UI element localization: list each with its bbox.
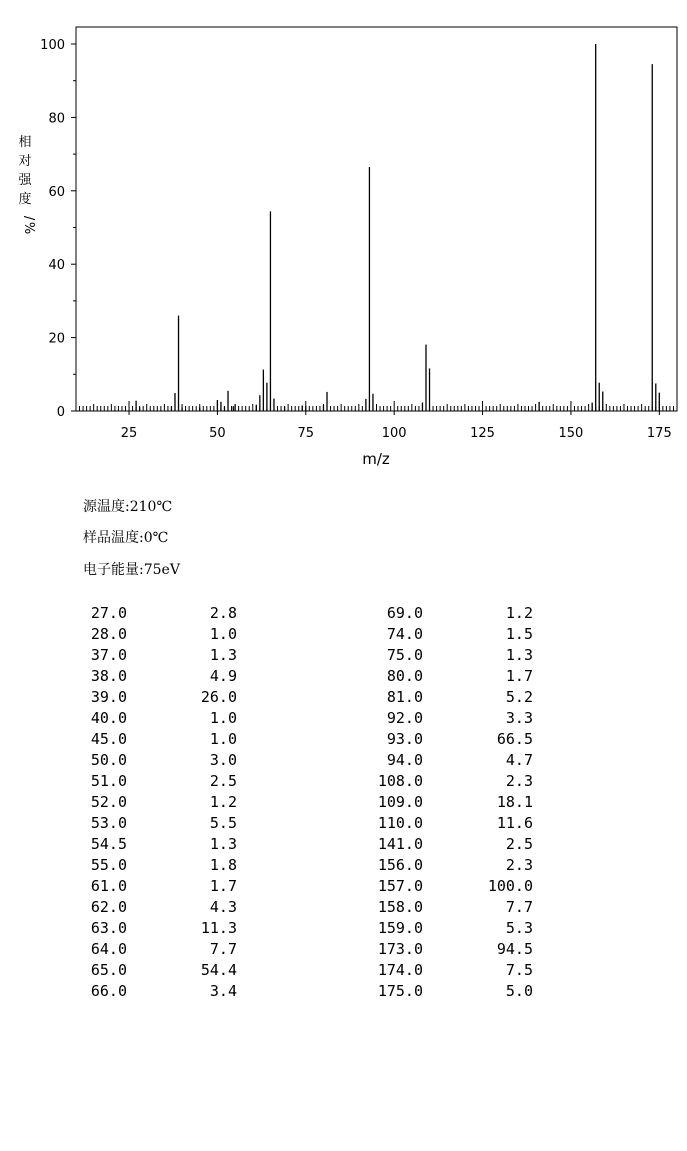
peak-mz: 109.0 [377,793,423,811]
peak-row [71,855,237,876]
y-tick-label: 100 [40,38,65,53]
peak-mz: 52.0 [90,793,127,811]
peak-row [367,960,533,981]
peak-intensity: 2.5 [209,772,237,790]
source-temperature: 源温度:210℃ [83,499,173,515]
peak-intensity: 1.0 [209,709,237,727]
peak-mz: 39.0 [90,688,127,706]
peak-row [367,750,533,771]
peak-table-left [71,603,237,1002]
peak-mz: 173.0 [377,940,423,958]
peak-intensity: 3.3 [505,709,533,727]
y-tick-label: 0 [56,405,65,420]
peak-row [367,729,533,750]
peak-intensity: 11.3 [200,919,237,937]
peak-row [71,918,237,939]
peak-mz: 28.0 [90,625,127,643]
y-tick-label: 20 [48,331,65,347]
peak-mz: 62.0 [90,898,127,916]
peak-row [367,603,533,624]
peak-mz: 53.0 [90,814,127,832]
peak-mz: 141.0 [377,835,423,853]
peak-mz: 74.0 [386,625,423,643]
sample-temperature: 样品温度:0℃ [83,530,169,546]
peak-row [367,981,533,1002]
peak-intensity: 11.6 [496,814,533,832]
peak-row [71,729,237,750]
peak-row [71,708,237,729]
peak-row [367,939,533,960]
peak-intensity: 18.1 [496,793,533,811]
peak-intensity: 26.0 [200,688,237,706]
peak-intensity: 1.7 [209,877,237,895]
peak-mz: 27.0 [90,604,127,622]
peak-mz: 45.0 [90,730,127,748]
peak-intensity: 2.8 [209,604,237,622]
peak-intensity: 5.0 [505,982,533,1000]
peak-mz: 93.0 [386,730,423,748]
y-axis-label-char: 对 [18,154,32,169]
x-axis-label: m/z [362,450,390,468]
peak-mz: 69.0 [386,604,423,622]
peak-row [71,834,237,855]
plot-frame [76,27,677,411]
spectrum-peaks [136,44,659,411]
peak-row [71,981,237,1002]
peak-intensity: 1.8 [209,856,237,874]
peak-row [71,939,237,960]
peak-intensity: 1.2 [505,604,533,622]
peak-row [367,771,533,792]
peak-row [367,918,533,939]
peak-row [71,750,237,771]
peak-row [367,708,533,729]
x-tick-label: 75 [297,426,315,441]
peak-mz: 66.0 [90,982,127,1000]
peak-row [71,687,237,708]
peak-mz: 37.0 [90,646,127,664]
peak-intensity: 1.3 [505,646,533,664]
peak-intensity: 1.3 [209,646,237,664]
x-tick-label: 175 [646,426,672,441]
peak-mz: 94.0 [386,751,423,769]
y-axis-label-char: 度 [18,192,32,207]
peak-mz: 61.0 [90,877,127,895]
peak-row [71,813,237,834]
peak-mz: 65.0 [90,961,127,979]
peak-mz: 75.0 [386,646,423,664]
peak-row [71,876,237,897]
y-axis-label-char: / [21,215,36,221]
peak-mz: 92.0 [386,709,423,727]
peak-row [367,792,533,813]
mass-spectrum-chart [0,0,687,480]
peak-mz: 81.0 [386,688,423,706]
peak-row [71,960,237,981]
peak-mz: 38.0 [90,667,127,685]
peak-row [367,666,533,687]
peak-intensity: 7.7 [209,940,237,958]
peak-mz: 54.5 [90,835,127,853]
y-tick-label: 40 [48,258,65,274]
peak-intensity: 1.0 [209,730,237,748]
y-axis-label [18,134,36,234]
peak-mz: 108.0 [377,772,423,790]
peak-intensity: 4.3 [209,898,237,916]
peak-mz: 55.0 [90,856,127,874]
peak-mz: 110.0 [377,814,423,832]
x-tick-label: 100 [381,426,407,441]
peak-row [367,624,533,645]
peak-table-right [367,603,533,1002]
peak-mz: 40.0 [90,709,127,727]
peak-row [71,792,237,813]
peak-mz: 157.0 [377,877,423,895]
peak-mz: 174.0 [377,961,423,979]
peak-intensity: 5.5 [209,814,237,832]
peak-row [367,834,533,855]
peak-row [367,855,533,876]
peak-intensity: 94.5 [496,940,533,958]
peak-intensity: 1.5 [505,625,533,643]
peak-row [71,666,237,687]
peak-mz: 175.0 [377,982,423,1000]
peak-intensity: 1.3 [209,835,237,853]
peak-mz: 50.0 [90,751,127,769]
y-axis-ticks [40,38,76,420]
peak-row [71,624,237,645]
x-tick-label: 150 [558,426,584,441]
y-axis-label-char: 强 [18,173,32,188]
peak-mz: 159.0 [377,919,423,937]
peak-intensity: 7.7 [505,898,533,916]
y-axis-label-char: % [21,221,36,235]
peak-intensity: 66.5 [496,730,533,748]
peak-intensity: 100.0 [487,877,533,895]
peak-intensity: 3.4 [209,982,237,1000]
y-tick-label: 60 [48,184,65,200]
peak-intensity: 5.2 [505,688,533,706]
peak-intensity: 2.5 [505,835,533,853]
peak-intensity: 1.7 [505,667,533,685]
peak-row [367,687,533,708]
peak-intensity: 2.3 [505,856,533,874]
peak-intensity: 3.0 [209,751,237,769]
peak-intensity: 4.9 [209,667,237,685]
peak-intensity: 4.7 [505,751,533,769]
electron-energy: 电子能量:75eV [83,562,180,578]
peak-row [71,897,237,918]
peak-row [367,645,533,666]
x-axis-ticks [76,401,677,441]
peak-row [367,813,533,834]
peak-mz: 80.0 [386,667,423,685]
peak-intensity: 7.5 [505,961,533,979]
peak-row [71,603,237,624]
peak-intensity: 1.2 [209,793,237,811]
peak-row [367,897,533,918]
peak-intensity: 5.3 [505,919,533,937]
peak-mz: 64.0 [90,940,127,958]
peak-row [71,771,237,792]
peak-intensity: 54.4 [200,961,237,979]
peak-mz: 158.0 [377,898,423,916]
peak-mz: 51.0 [90,772,127,790]
peak-mz: 63.0 [90,919,127,937]
peak-intensity: 1.0 [209,625,237,643]
peak-row [367,876,533,897]
x-tick-label: 125 [470,426,495,441]
peak-mz: 156.0 [377,856,423,874]
peak-row [71,645,237,666]
y-axis-label-char: 相 [18,135,32,150]
x-tick-label: 25 [120,426,138,441]
y-tick-label: 80 [48,111,65,127]
peak-intensity: 2.3 [505,772,533,790]
x-tick-label: 50 [209,426,226,441]
